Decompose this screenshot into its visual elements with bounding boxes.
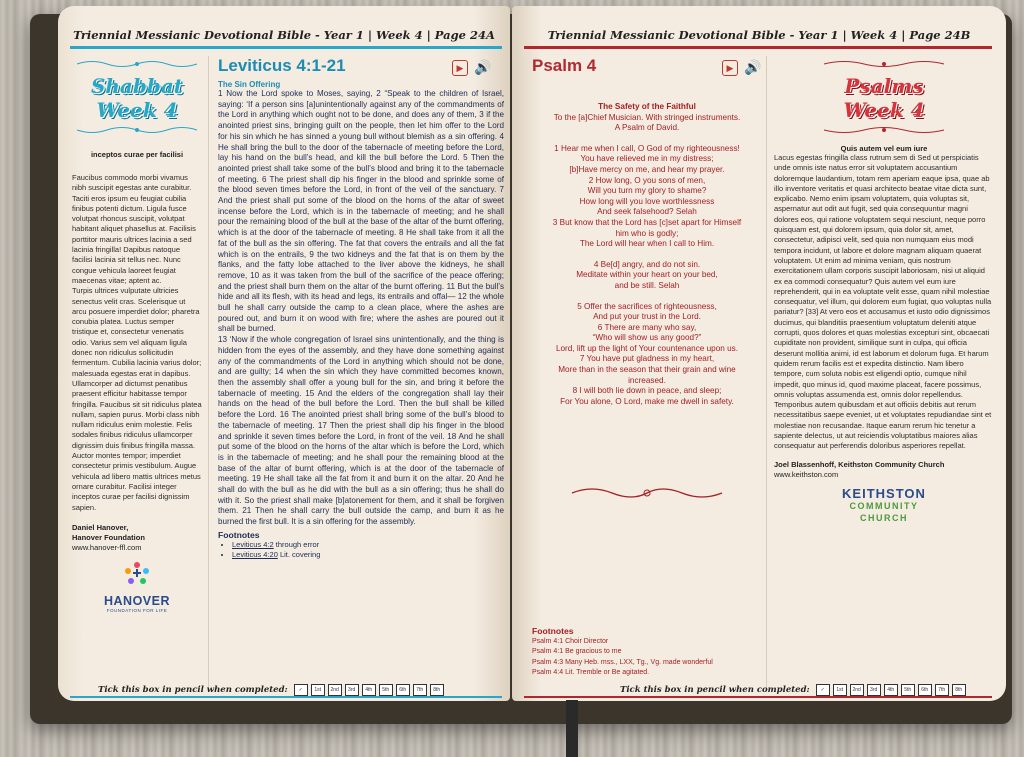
section-heading: The Sin Offering	[218, 80, 281, 89]
checkbox[interactable]: ✓	[294, 684, 308, 696]
footnote-item: Psalm 4:1 Be gracious to me	[532, 648, 622, 655]
scripture-body: 1 Now the Lord spoke to Moses, saying, 2 “Speak to the children of Israel, saying: ‘If a person sins [a]unintentionally against any of the commandments of the Lord in anything which ought not to be done, and does any of them, 3 if the anointed priest sins, bringing guilt on the people, then let him offer to the Lord for his sin which he has sinned a young bull without blemish as a sin offering. 4 He shall bring the bull to the door of the tabernacle of meeting before the Lord, lay his hand on the bull’s head, and kill the bull before the Lord. 5 Then the anointed priest shall take some of the bull’s blood and bring it to the tabernacle of meeting. 6 The priest shall dip his finger in the blood and sprinkle some of the blood seven times before the Lord, in front of the veil of the sanctuary. 7 And the priest shall put some of the blood on the horns of the altar of sweet incense before the Lord, which is in the tabernacle of meeting; and he shall pour the remaining blood of the bull at the base of the altar of the burnt offering, which is at the door of the tabernacle of meeting. 8 He shall take from it all the fat of the bull as the sin offering. The fat that covers the entrails and all the fat which is on the entrails, 9 the two kidneys and the fat that is on them by the flanks, and the fatty lobe attached to the liver above the kidneys, he shall remove, 10 as it was taken from the bull of the sacrifice of the peace offering; and the priest shall burn them on the altar of the burnt offering. 11 But the bull’s hide and all its flesh, with its head and legs, its entrails and offal— 12 the whole bull he shall carry outside the camp to a clean place, where the ashes are poured out, and burn it on wood with fire; where the ashes are poured out it shall be burned. 13 ‘Now if the whole congregation of Israel sins unintentionally, and the thing is hidden from the eyes of the assembly, and they have done something against any of the commandments of the Lord in anything which should not be done, and are guilty; 14 when the sin which they have committed becomes known, then the assembly shall offer a young bull for the sin, and bring it before the tabernacle of meeting. 15 And the elders of the congregation shall lay their hands on the head of the bull before the Lord. Then the bull shall be killed before the Lord. 16 The anointed priest shall bring some of the bull’s blood to the tabernacle of meeting. 17 Then the priest shall dip his finger in the blood and sprinkle it seven times before the Lord, in front of the veil. 18 And he shall put some of the blood on the horns of the altar which is before the Lord, which is in the tabernacle of meeting; and he shall pour the remaining blood at the base of the altar of burnt offering, which is at the door of the tabernacle of meeting. 19 He shall take all the fat from it and burn it on the altar. 20 And he shall do with the bull as he did with the bull as a sin offering; thus he shall do with it. So the priest shall make [b]atonement for them, and it shall be forgiven them. 21 Then he shall carry the bull outside the camp, and burn it as he burned the first bull. It is a sin offering for the assembly.	[218, 89, 504, 527]
completion-checkboxes	[512, 684, 1006, 696]
checkbox[interactable]: 6th	[918, 684, 932, 696]
footnote-item: • Leviticus 4:20 Lit. covering	[232, 550, 504, 560]
speaker-icon[interactable]: 🔊	[474, 59, 492, 75]
checkbox[interactable]: 2nd	[850, 684, 864, 696]
checkbox[interactable]: 3rd	[345, 684, 359, 696]
play-icon[interactable]: ▶	[722, 60, 738, 76]
hanover-logo-icon	[120, 559, 154, 589]
left-page-header: Triennial Messianic Devotional Bible - Year 1 | Week 4 | Page 24A	[73, 28, 495, 42]
footnotes-heading: Footnotes	[532, 626, 574, 636]
reading-title: Leviticus 4:1-21	[218, 56, 346, 75]
sidebar-body: Faucibus commodo morbi vivamus nibh suscipit egestas ante curabitur. Taciti eros ipsum eu feugiat cubilia finibus potenti dictum. Ligula fusce volutpat rhoncus suscipit, volutpat habitant aliquet phasellus at. Facilisis porttitor mauris ultrices lacinia a sed lacinia fringilla! Dapibus natoque facilisi lacinia sit tellus nec. Nunc congue vehicula laoreet feugiat maecenas vitae; aptent ac. Turpis ultrices vulputate ultricies senectus velit cras. Scelerisque ut arcu posuere imperdiet dolor; pharetra conubia platea. Luctus semper tristique et, consectetur venenatis odio. Varius sem vel aliquam ligula donec non ridiculus sollicitudin fermentum. Cubilia lacinia varius dolor; malesuada egestas erat in dapibus. Ullamcorper ad dictumst penatibus praesent efficitur habitasse tempor fringilla. Faucibus sit sit ridiculus platea nullam, sapien purus. Morbi class nibh nullam ridiculus enim molestie. Felis sodales finibus ridiculus ullamcorper dignissim duis finibus fringilla massa. Auctor montes tempor; imperdiet consectetur primis vestibulum. Augue vehicula ad libero mattis ultrices metus ornare curabitur. Facilisi integer inceptos curae per facilisi dignissim sapien.	[72, 173, 202, 512]
completion-checkboxes	[58, 684, 510, 696]
checkbox[interactable]: 7th	[935, 684, 949, 696]
sidebar-body: Lacus egestas fringilla class rutrum sem di Sed ut perspiciatis unde omnis iste natus error sit voluptatem accusantium doloremque laudantium, totam rem aperiam eaque ipsa, quae ab illo inventore veritatis et quasi architecto beatae vitae dicta sunt, explicabo. Nemo enim ipsam voluptatem, quia voluptas sit, aspernatur aut odit aut fugit, sed quia consequuntur magni dolores eos, qui ratione voluptatem sequi nesciunt, neque porro quisquam est, qui dolorem ipsum, quia dolor sit, amet, consectetur, adipisci velit, sed quia non numquam eius modi tempora incidunt, ut labore et dolore magnam aliquam quaerat voluptatem. Ut enim ad minima veniam, quis nostrum exercitationem ullam corporis suscipit laboriosam, nisi ut aliquid ex ea commodi consequatur? Quis autem vel eum iure reprehenderit, qui in ea voluptate velit esse, quam nihil molestiae consequatur, vel illum, qui dolorem eum fugiat, quo voluptas nulla pariatur? [33] At vero eos et accusamus et iusto odio dignissimos ducimus, qui blanditiis praesentium voluptatum deleniti atque corrupti, quos dolores et quas molestias excepturi sint, obcaecati cupiditate non provident, similique sunt in culpa, qui officia deserunt mollitia animi, id est laborum et dolorum fuga. Et harum quidem rerum facilis est et expedita distinctio. Nam libero tempore, cum soluta nobis est eligendi optio, cumque nihil impedit, quo minus id, quod maxime placeat, facere possimus, omnis voluptas assumenda est, omnis dolor repellendus. Temporibus autem quibusdam et aut officiis debitis aut rerum necessitatibus saepe eveniet, ut et voluptates repudiandae sint et molestiae non recusandae. Itaque earum rerum hic tenetur a sapiente delectus, ut aut reiciendis voluptatibus maiores alias consequatur aut perferendis doloribus asperiores repellat.	[774, 153, 992, 451]
flourish-ornament-icon	[532, 483, 762, 503]
play-icon[interactable]: ▶	[452, 60, 468, 76]
hanover-logo-text: HANOVER	[103, 593, 170, 608]
footnote-item: • Leviticus 4:2 through error	[232, 540, 504, 550]
footnotes-list	[218, 540, 504, 560]
signature	[72, 523, 202, 553]
right-sidebar	[774, 56, 994, 524]
left-footer-rule	[70, 696, 502, 698]
checkbox[interactable]: ✓	[816, 684, 830, 696]
footnote-item: Psalm 4:4 Lit. Tremble or Be agitated.	[532, 669, 650, 676]
flourish-ornament-icon	[774, 59, 994, 69]
checkbox[interactable]: 4th	[884, 684, 898, 696]
right-footer-rule	[524, 696, 992, 698]
hanover-logo-tagline: FOUNDATION FOR LIFE	[106, 607, 168, 613]
flourish-ornament-icon	[72, 59, 202, 69]
checkbox[interactable]: 2nd	[328, 684, 342, 696]
psalm-footnotes	[532, 626, 762, 679]
left-sidebar	[72, 56, 202, 613]
signature-name: Joel Blassenhoff, Keithston Community Church	[774, 459, 945, 469]
flourish-ornament-icon	[774, 125, 994, 135]
flourish-ornament-icon	[72, 125, 202, 135]
hanover-logo	[72, 559, 202, 613]
signature-url: www.keithston.com	[774, 469, 839, 479]
right-header-rule	[524, 46, 992, 49]
signature-url: www.hanover-ffl.com	[72, 542, 142, 552]
left-header-rule	[70, 46, 502, 49]
right-column-divider	[766, 56, 767, 692]
tick-label: Tick this box in pencil when completed:	[98, 685, 288, 695]
tick-label: Tick this box in pencil when completed:	[620, 685, 810, 695]
checkbox[interactable]: 5th	[901, 684, 915, 696]
footnote-item: Psalm 4:3 Many Heb. mss., LXX, Tg., Vg. made wonderful	[532, 658, 713, 666]
speaker-icon[interactable]: 🔊	[744, 59, 762, 75]
psalms-week-title: Psalms Week 4	[843, 74, 925, 122]
left-column-divider	[208, 56, 209, 692]
checkbox[interactable]: 4th	[362, 684, 376, 696]
footnote-link[interactable]: Leviticus 4:20	[232, 549, 278, 559]
checkbox[interactable]: 6th	[396, 684, 410, 696]
checkbox[interactable]: 1st	[833, 684, 847, 696]
footnote-item: Psalm 4:1 Choir Director	[532, 637, 609, 645]
shabbat-week-title: Shabbat Week 4	[90, 74, 184, 122]
psalm-heading: The Safety of the Faithful	[598, 102, 696, 111]
checkbox[interactable]: 3rd	[867, 684, 881, 696]
checkbox[interactable]: 5th	[379, 684, 393, 696]
right-page-header: Triennial Messianic Devotional Bible - Year 1 | Week 4 | Page 24B	[547, 28, 971, 42]
left-main-column	[218, 56, 504, 560]
psalm-text: The Safety of the Faithful To the [a]Chief Musician. With stringed instruments. A Psalm of David. 1 Hear me when I call, O God of my righteousness! You have relieved me in my distress; [b]Have mercy on me, and hear my prayer. 2 How long, O you sons of men, Will you turn my glory to shame? How long will you love worthlessness And seek falsehood? Selah 3 But know that the Lord has [c]set apart for Himself him who is godly; The Lord will hear when I call to Him. 4 Be[d] angry, and do not sin. Meditate within your heart on your bed, and be still. Selah 5 Offer the sacrifices of righteousness, And put your trust in the Lord. 6 There are many who say, “Who will show us any good?” Lord, lift up the light of Your countenance upon us. 7 You have put gladness in my heart, More than in the season that their grain and wine increased. 8 I will both lie down in peace, and sleep; For You alone, O Lord, make me dwell in safety.	[532, 102, 762, 407]
keithston-logo-text: KEITHSTON	[842, 485, 926, 501]
sidebar-subtitle: Quis autem vel eum iure	[840, 144, 928, 153]
signature-name: Daniel Hanover,	[72, 522, 129, 532]
signature-org: Hanover Foundation	[72, 532, 145, 542]
ribbon-bookmark-icon	[566, 700, 578, 757]
checkbox[interactable]: 8th	[952, 684, 966, 696]
right-page	[512, 6, 1006, 701]
right-main-column	[532, 56, 762, 508]
left-page	[58, 6, 510, 701]
checkbox[interactable]: 1st	[311, 684, 325, 696]
footnotes-heading: Footnotes	[218, 529, 260, 540]
sidebar-subtitle: inceptos curae per facilisi	[90, 150, 184, 159]
footnote-link[interactable]: Leviticus 4:2	[232, 539, 274, 549]
checkbox[interactable]: 7th	[413, 684, 427, 696]
signature	[774, 460, 994, 480]
psalm-title: Psalm 4	[532, 56, 597, 75]
keithston-logo: KEITHSTON COMMUNITY CHURCH	[774, 488, 994, 524]
checkbox[interactable]: 8th	[430, 684, 444, 696]
